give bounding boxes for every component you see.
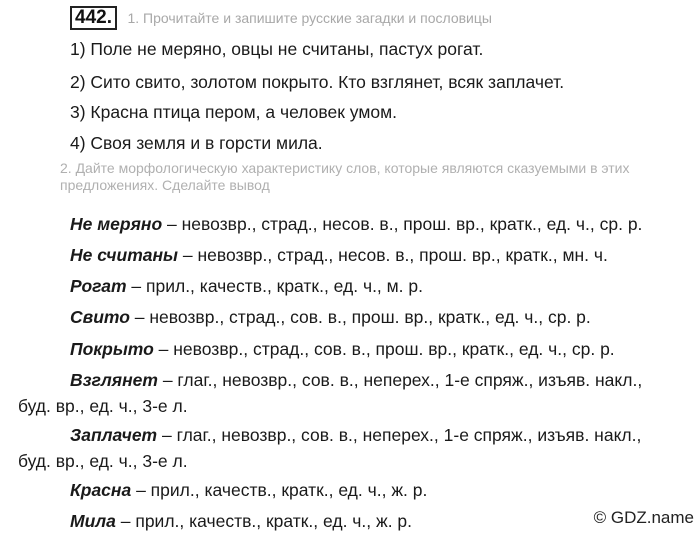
analysis-description: – невозвр., страд., сов. в., прош. вр., кратк., ед. ч., ср. р.	[153, 339, 615, 359]
analysis-entry	[70, 273, 670, 299]
task-header	[70, 6, 492, 30]
analysis-description: – прил., качеств., кратк., ед. ч., ж. р.	[131, 480, 428, 500]
analysis-entry	[18, 422, 678, 474]
analysis-entry	[70, 477, 670, 503]
analysis-term: Рогат	[70, 276, 127, 296]
analysis-term: Взглянет	[70, 370, 158, 390]
analysis-term: Свито	[70, 307, 130, 327]
task-number: 442.	[70, 6, 117, 30]
task-instruction: 1. Прочитайте и запишите русские загадки и пословицы	[127, 10, 492, 26]
analysis-entry	[70, 211, 670, 237]
sentence-3: 3) Красна птица пером, а человек умом.	[70, 102, 397, 122]
task-2-instruction: 2. Дайте морфологическую характеристику слов, которые являются сказуемыми в этих предложениях. Сделайте вывод	[60, 160, 630, 193]
analysis-term: Не считаны	[70, 245, 178, 265]
analysis-entry	[70, 242, 670, 268]
sentence-4: 4) Своя земля и в горсти мила.	[70, 133, 323, 153]
analysis-entry	[70, 304, 670, 330]
analysis-term: Заплачет	[70, 425, 158, 445]
sentence-2: 2) Сито свито, золотом покрыто. Кто взглянет, всяк заплачет.	[70, 72, 565, 92]
sentence-1: 1) Поле не меряно, овцы не считаны, пастух рогат.	[70, 39, 484, 59]
analysis-description: – невозвр., страд., несов. в., прош. вр., кратк., мн. ч.	[178, 245, 608, 265]
watermark: © GDZ.name	[593, 508, 694, 527]
analysis-entry	[70, 508, 670, 534]
analysis-description: – невозвр., страд., несов. в., прош. вр., кратк., ед. ч., ср. р.	[162, 214, 643, 234]
analysis-description: – невозвр., страд., сов. в., прош. вр., кратк., ед. ч., ср. р.	[129, 307, 591, 327]
analysis-description: – глаг., невозвр., сов. в., неперех., 1-е спряж., изъяв. накл., буд. вр., ед. ч., 3-е л.	[18, 370, 643, 416]
analysis-description: – прил., качеств., кратк., ед. ч., м. р.	[126, 276, 424, 296]
analysis-term: Красна	[70, 480, 132, 500]
analysis-entry	[18, 367, 678, 419]
analysis-description: – прил., качеств., кратк., ед. ч., ж. р.	[115, 511, 413, 531]
analysis-entry	[70, 336, 670, 362]
analysis-term: Не меряно	[70, 214, 163, 234]
analysis-term: Покрыто	[70, 339, 154, 359]
analysis-term: Мила	[70, 511, 116, 531]
analysis-description: – глаг., невозвр., сов. в., неперех., 1-е спряж., изъяв. накл., буд. вр., ед. ч., 3-е л.	[18, 425, 642, 471]
